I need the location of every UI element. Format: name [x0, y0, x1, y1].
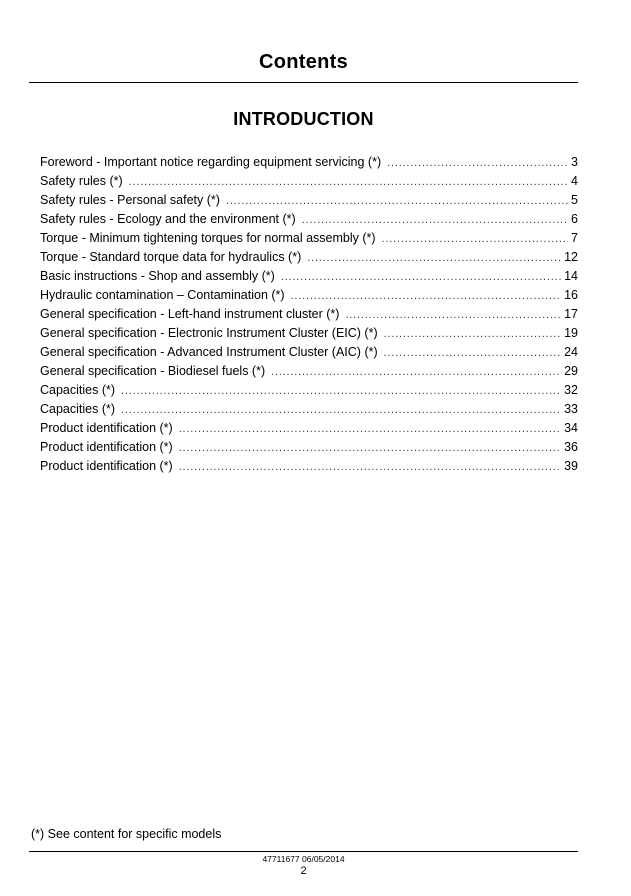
- toc-entry-page: 19: [564, 326, 578, 340]
- section-title: INTRODUCTION: [233, 109, 374, 129]
- toc-entry-page: 14: [564, 269, 578, 283]
- toc-entry[interactable]: [40, 419, 578, 438]
- toc-entry[interactable]: [40, 324, 578, 343]
- toc-entry-label: Foreword - Important notice regarding equipment servicing (*): [40, 155, 382, 169]
- toc-entry-page: 39: [564, 459, 578, 473]
- toc-entry-page: 17: [564, 307, 578, 321]
- toc-entry-label: Product identification (*): [40, 440, 173, 454]
- toc-leader-dots: [307, 249, 561, 268]
- toc-entry-label: Product identification (*): [40, 421, 173, 435]
- toc-entry[interactable]: [40, 305, 578, 324]
- toc-leader-dots: [179, 439, 561, 458]
- toc-entry-label: General specification - Advanced Instrument Cluster (AIC) (*): [40, 345, 378, 359]
- toc-entry-page: 36: [564, 440, 578, 454]
- page-title: Contents: [258, 51, 349, 73]
- toc-entry-page: 16: [564, 288, 578, 302]
- toc-entry-label: Torque - Standard torque data for hydraulics (*): [40, 250, 302, 264]
- toc-leader-dots: [179, 420, 561, 439]
- toc-leader-dots: [129, 173, 568, 192]
- toc-entry-label: Capacities (*): [40, 383, 116, 397]
- toc-entry[interactable]: [40, 381, 578, 400]
- toc-entry-page: 29: [564, 364, 578, 378]
- toc-entry[interactable]: [40, 191, 578, 210]
- toc-entry-page: 4: [571, 174, 578, 188]
- toc-entry[interactable]: [40, 343, 578, 362]
- toc-entry-page: 3: [571, 155, 578, 169]
- toc-entry-label: Basic instructions - Shop and assembly (*): [40, 269, 275, 283]
- header-rule: [29, 82, 578, 83]
- toc-leader-dots: [121, 401, 561, 420]
- toc-entry[interactable]: [40, 210, 578, 229]
- toc-entry-page: 6: [571, 212, 578, 226]
- toc-leader-dots: [281, 268, 561, 287]
- toc-entry[interactable]: [40, 153, 578, 172]
- toc-entry-page: 32: [564, 383, 578, 397]
- toc-entry-label: Safety rules - Personal safety (*): [40, 193, 220, 207]
- toc-entry-page: 5: [571, 193, 578, 207]
- toc-entry-page: 34: [564, 421, 578, 435]
- toc-entry[interactable]: [40, 248, 578, 267]
- toc-entry-label: General specification - Electronic Instrument Cluster (EIC) (*): [40, 326, 378, 340]
- toc-entry-page: 24: [564, 345, 578, 359]
- toc-leader-dots: [345, 306, 561, 325]
- toc-entry[interactable]: [40, 438, 578, 457]
- footer-rule: [29, 851, 578, 852]
- toc-entry-label: Capacities (*): [40, 402, 116, 416]
- toc-leader-dots: [179, 458, 561, 477]
- toc-leader-dots: [387, 154, 568, 173]
- toc-leader-dots: [384, 344, 561, 363]
- toc-entry-label: Product identification (*): [40, 459, 173, 473]
- toc-entry-label: Safety rules (*): [40, 174, 123, 188]
- toc-leader-dots: [121, 382, 561, 401]
- toc-entry[interactable]: [40, 172, 578, 191]
- toc-leader-dots: [271, 363, 561, 382]
- toc-entry-label: General specification - Left-hand instrument cluster (*): [40, 307, 340, 321]
- toc-entry[interactable]: [40, 229, 578, 248]
- toc-entry-page: 12: [564, 250, 578, 264]
- footnote: (*) See content for specific models: [31, 827, 222, 841]
- toc-entry[interactable]: [40, 286, 578, 305]
- toc-leader-dots: [302, 211, 568, 230]
- toc-entry-page: 33: [564, 402, 578, 416]
- toc-leader-dots: [382, 230, 569, 249]
- toc-entry[interactable]: [40, 457, 578, 476]
- toc-entry-label: General specification - Biodiesel fuels (*): [40, 364, 266, 378]
- toc-entry[interactable]: [40, 362, 578, 381]
- toc-leader-dots: [226, 192, 568, 211]
- table-of-contents: [40, 153, 578, 476]
- toc-entry-label: Hydraulic contamination – Contamination (*): [40, 288, 285, 302]
- page-number: 2: [300, 865, 307, 877]
- toc-entry-label: Torque - Minimum tightening torques for normal assembly (*): [40, 231, 376, 245]
- toc-leader-dots: [384, 325, 561, 344]
- toc-entry[interactable]: [40, 267, 578, 286]
- document-reference: 47711677 06/05/2014: [262, 854, 345, 864]
- toc-entry[interactable]: [40, 400, 578, 419]
- toc-entry-label: Safety rules - Ecology and the environment (*): [40, 212, 296, 226]
- toc-entry-page: 7: [571, 231, 578, 245]
- toc-leader-dots: [291, 287, 562, 306]
